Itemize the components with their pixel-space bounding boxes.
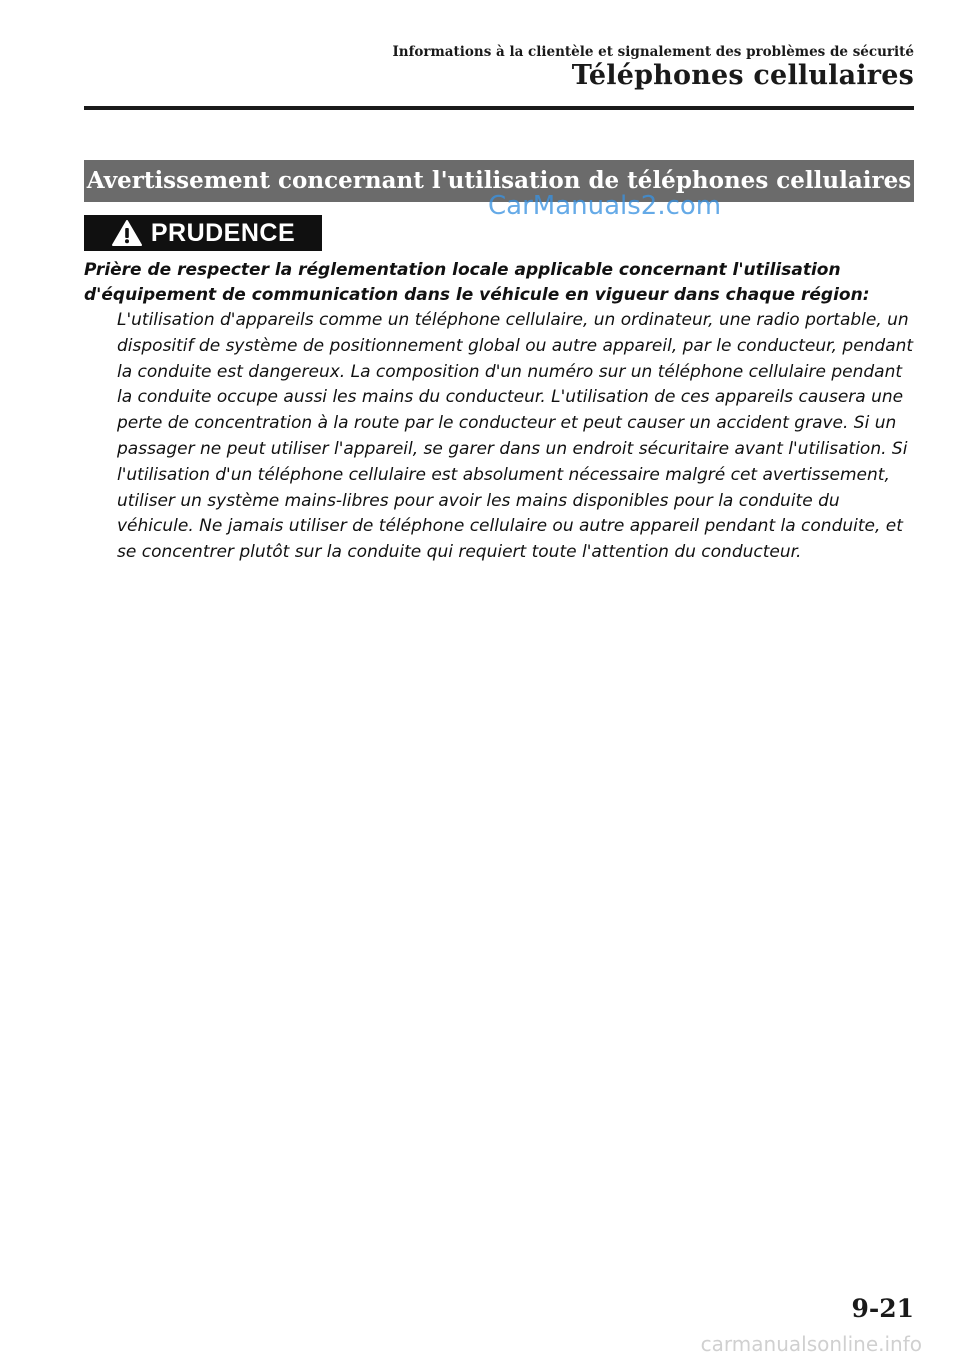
watermark: CarManuals2.com: [488, 191, 722, 221]
warning-triangle-icon: [111, 219, 143, 247]
page-number: 9-21: [851, 1294, 914, 1323]
page-title: Téléphones cellulaires: [571, 60, 914, 91]
caution-label: PRUDENCE: [150, 218, 296, 247]
caution-lead-text: Prière de respecter la réglementation locale applicable concernant l'utilisation d'équipement de communication dans le véhicule en vigueur dans chaque région:: [84, 260, 870, 305]
footer-site-watermark: carmanualsonline.info: [700, 1332, 922, 1356]
running-head: Informations à la clientèle et signalement des problèmes de sécurité: [392, 44, 914, 60]
section-title: Avertissement concernant l'utilisation de téléphones cellulaires: [84, 160, 914, 202]
caution-badge: [84, 215, 322, 251]
caution-body-text: L'utilisation d'appareils comme un téléphone cellulaire, un ordinateur, une radio portable, un dispositif de système de positionnement global ou autre appareil, par le conducteur, pendant la conduite est dangereux. La composition d'un numéro sur un téléphone cellulaire pendant la conduite occupe aussi les mains du conducteur. L'utilisation de ces appareils causera une perte de concentration à la route par le conducteur et peut causer un accident grave. Si un passager ne peut utiliser l'appareil, se garer dans un endroit sécuritaire avant l'utilisation. Si l'utilisation d'un téléphone cellulaire est absolument nécessaire malgré cet avertissement, utiliser un système mains-libres pour avoir les mains disponibles pour la conduite du véhicule. Ne jamais utiliser de téléphone cellulaire ou autre appareil pendant la conduite, et se concentrer plutôt sur la conduite qui requiert toute l'attention du conducteur.: [117, 310, 914, 563]
header-rule: [84, 106, 914, 110]
